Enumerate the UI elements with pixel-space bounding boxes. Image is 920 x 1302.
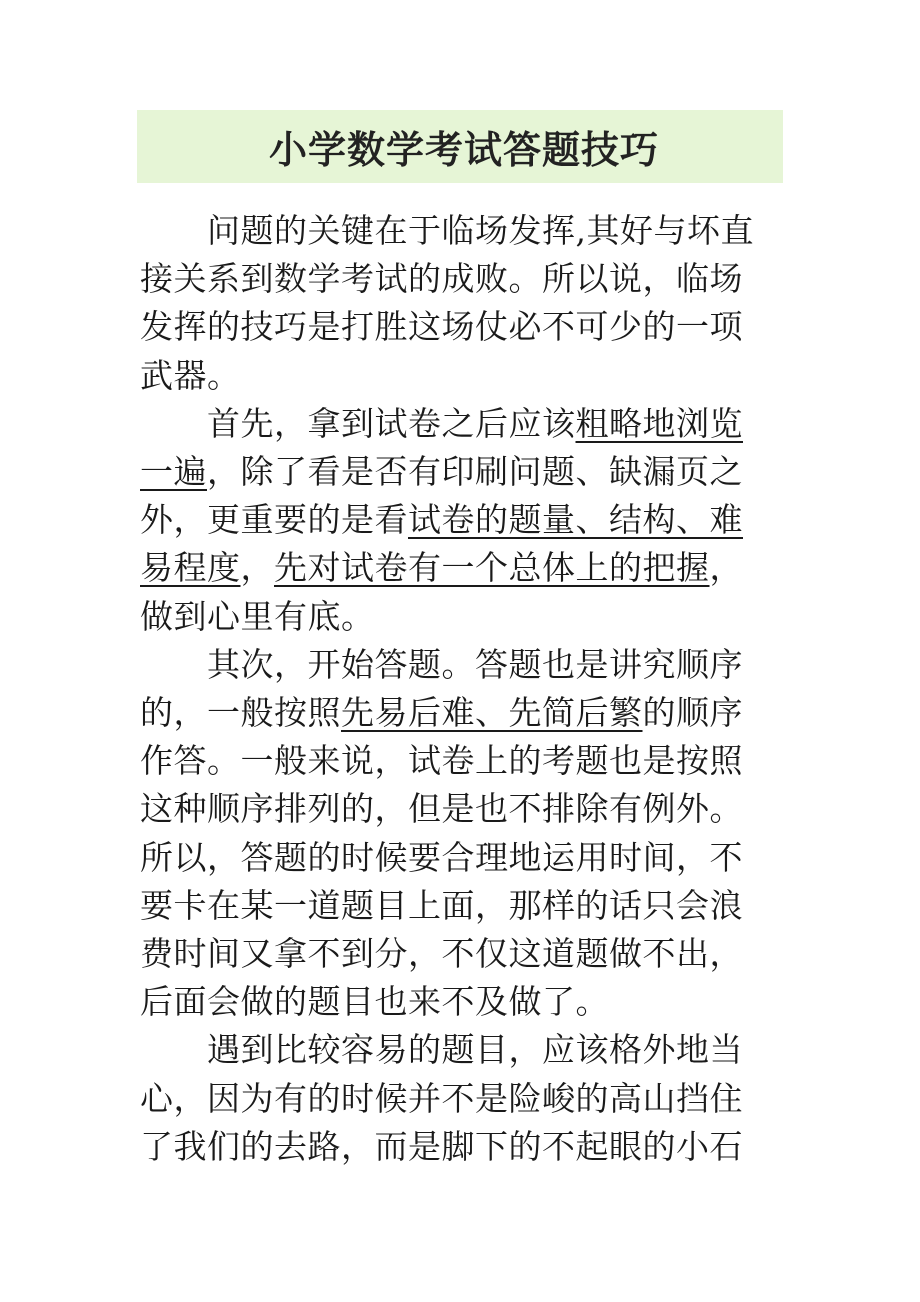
paragraph-intro bbox=[140, 207, 760, 400]
text-segment: 的顺序作答。一般来说，试卷上的考题也是按照这种顺序排列的，但是也不排除有例外。所以，答题的时候要合理地运用时间，不要卡在某一道题目上面，那样的话只会浪费时间又拿不到分，不仅这道题做不出，后面会做的题目也来不及做了。 bbox=[140, 693, 743, 1022]
document-title: 小学数学考试答题技巧 bbox=[268, 128, 659, 172]
text-segment: 其次，开始答题。答题也是讲究顺序的，一般按照 bbox=[140, 644, 743, 733]
text-segment: 首先，拿到试卷之后应该 bbox=[140, 403, 576, 443]
text-segment: ， bbox=[240, 548, 274, 588]
text-segment: 问题的关键在于临场发挥,其好与坏直接关系到数学考试的成败。所以说，临场发挥的技巧是打胜这场仗必不可少的一项武器。 bbox=[140, 211, 754, 395]
paragraph-second-step bbox=[140, 641, 760, 1027]
text-segment: 遇到比较容易的题目，应该格外地当心，因为有的时候并不是险峻的高山挡住了我们的去路，而是脚下的不起眼的小石 bbox=[140, 1030, 743, 1166]
title-banner bbox=[137, 110, 783, 183]
text-segment: ，除了看是否有印刷问题、缺漏页之外，更重要的是看 bbox=[140, 452, 743, 540]
document-body bbox=[140, 207, 760, 1171]
underlined-phrase: 先对试卷有一个总体上的把握 bbox=[274, 548, 710, 588]
paragraph-first-step bbox=[140, 400, 760, 641]
underlined-phrase: 粗略地浏览一遍 bbox=[140, 403, 743, 492]
text-segment: ，做到心里有底。 bbox=[140, 548, 743, 636]
underlined-phrase: 先易后难、先简后繁 bbox=[341, 693, 643, 733]
paragraph-easy-questions bbox=[140, 1026, 760, 1171]
underlined-phrase: 试卷的题量、结构、难易程度 bbox=[140, 500, 743, 588]
